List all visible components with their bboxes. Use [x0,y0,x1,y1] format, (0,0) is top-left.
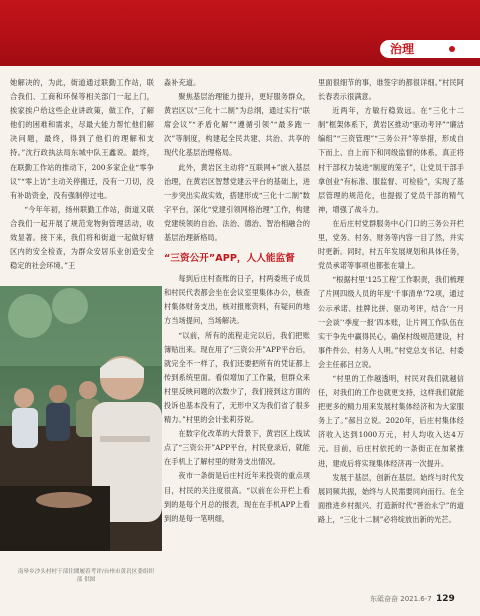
paragraph: 近两年，方敏行稳致远。在“三化十二制”框架体系下，黄岩区推动“驱动考评”“廉洁编组”“三资管理”“三务公开”等举措，形成自下而上、自上而下和同级监督的体系，真正将村干部权力装进“制度的笼子”，让党员干部手拿创业“有标准、服监督、可检验”，实现了基层管理的规范化，也提振了党员干部的精气神，增强了战斗力。 [318,106,464,214]
paragraph: 里面很细节的事，谁签字的都很详细。”村民阿长春表示很满意。 [318,78,464,102]
paragraph: “村里的工作越透明，村民对我们就越信任，对我们的工作也就更支持，这样我们就能把更多的精力用来发展村集体经济和为大家服务上了。”郝吕立说。2020年，后庄村集体经济收入达到1000万元，村人均收入达4万元。目前，后庄村依托的一条街正在加紧推进，建成后将实现集体经济再一次提升。 [318,373,464,468]
section-dot-icon [449,46,455,52]
section-label: 治理 [390,42,415,56]
paragraph: “今年年初，扬州联勤工作站，街道又联合我们一起开展了规范宠物狗管理活动，收效显著。接下来，我们将和街道一起做好辖区内的安全检查，为群众安居乐业创造安全稳定的社会环境。”王 [10,204,154,271]
column-3 [318,76,464,527]
paragraph: 淼补充道。 [164,78,201,87]
paragraph: 聚焦基层治理能力提升，更好服务群众，黄岩区以“三化十二制”为总纲，通过实行“联席会议”“矛盾化解”“遵循引领”“最多跑一次”等制度，构建起全民共建、共治、共享的现代化基层治理格局。 [164,92,310,158]
paragraph: 发展于基层，创新在基层。始终与时代发展同频共振，始终与人民需要同向而行。在全面推进乡村振兴、打造新时代“善治永宁”的道路上，“三化十二制”必将绽放出新的光芒。 [318,472,464,524]
column-2 [164,76,310,526]
paragraph: 在后庄村党群服务中心门口的三务公开栏里，党务、村务、财务等内容一目了然，并实时更新。同时，村五年发展规划和具体任务，党员承诺等事项也都张在墙上。 [318,218,464,271]
paragraph: 她解决的，为此，街道通过联勤工作站，联合我们、工商和环保等相关部门一起上门，挨家挨户给这些企业讲政策，做工作，了解他们的困难和需求，尽最大能力帮忙他们解决问题，最终，得到了他们的理解和支持。”沈行政执法局东城中队王鑫说。最终，在联勤工作站的推动下，200多家企业“零争议”“零上访”主动关停搬迁，没有一刀切，没有补助资金，没有强制停过电。 [10,78,154,200]
paragraph: “根据村里‘125工程’工作职责，我们梳理了片网四级人员的年度‘千事清单’72项，通过公示承诺、挂牌比拼、驱动考评，结合‘一月一会谈’‘季度一报’四本账，让片网工作队伍在实干争先中赢得民心，确保村级规范建设，村事件件公、村务人人明。”村党总支书记、村委会主任郝吕立说。 [318,275,464,369]
page-footer [370,594,455,604]
section-subheading: “三资公开”APP，人人能监督 [164,253,295,265]
paragraph: 每到后庄村查账的日子，村两委班子成员和村民代表都会坐在会议室里集体办公，核查村集体财务支出，核对报账资料，有疑问的地方当场提问，当场解决。 [164,274,310,326]
paragraph: 在数字化改革的大背景下，黄岩区上线试点了“三资公开”APP平台，村民登录后，就能在手机上了解村里的财务支出情况。 [164,429,310,467]
paragraph: 此外，黄岩区主动将“互联网+”嵌入基层治理，在黄岩区智慧党建云平台的基础上，进一步突出实战实效，搭建形成“三化十二制”数字平台，深化“党建引领网格治理”工作，构建党建统领的自治、法治、德治、智治相融合的基层治理新格局。 [164,162,310,243]
paragraph: 夜市一条街是后庄村近年来投资的重点项目，村民的关注度很高。“以前在公开栏上看到的是每个月总的报表，现在在手机APP上看到的是每一笔明细， [164,471,310,523]
paragraph: “以前，所有的流程走完以后，我们把账簿贴出来。现在用了“三资公开”APP平台后，就完全不一样了，我们还要把所有的凭证都上传到系统里面。看似增加了工作量，但群众来村里反映问题的次数少了，我们接到这方面的投诉也基本没有了，无形中又为我们省了很多精力。”村里的会计张莉芬说。 [164,330,310,425]
meeting-photo [0,286,162,551]
column-1 [10,76,154,273]
issue-date: 2021.6-7 [400,595,432,603]
magazine-name: 东砥奋奋 [370,595,398,603]
page-number: 129 [435,594,455,604]
photo-caption: 南皋乡沙头村村干部往閲履着考评/台州市黄岩区委组织部 供图 [17,569,155,583]
